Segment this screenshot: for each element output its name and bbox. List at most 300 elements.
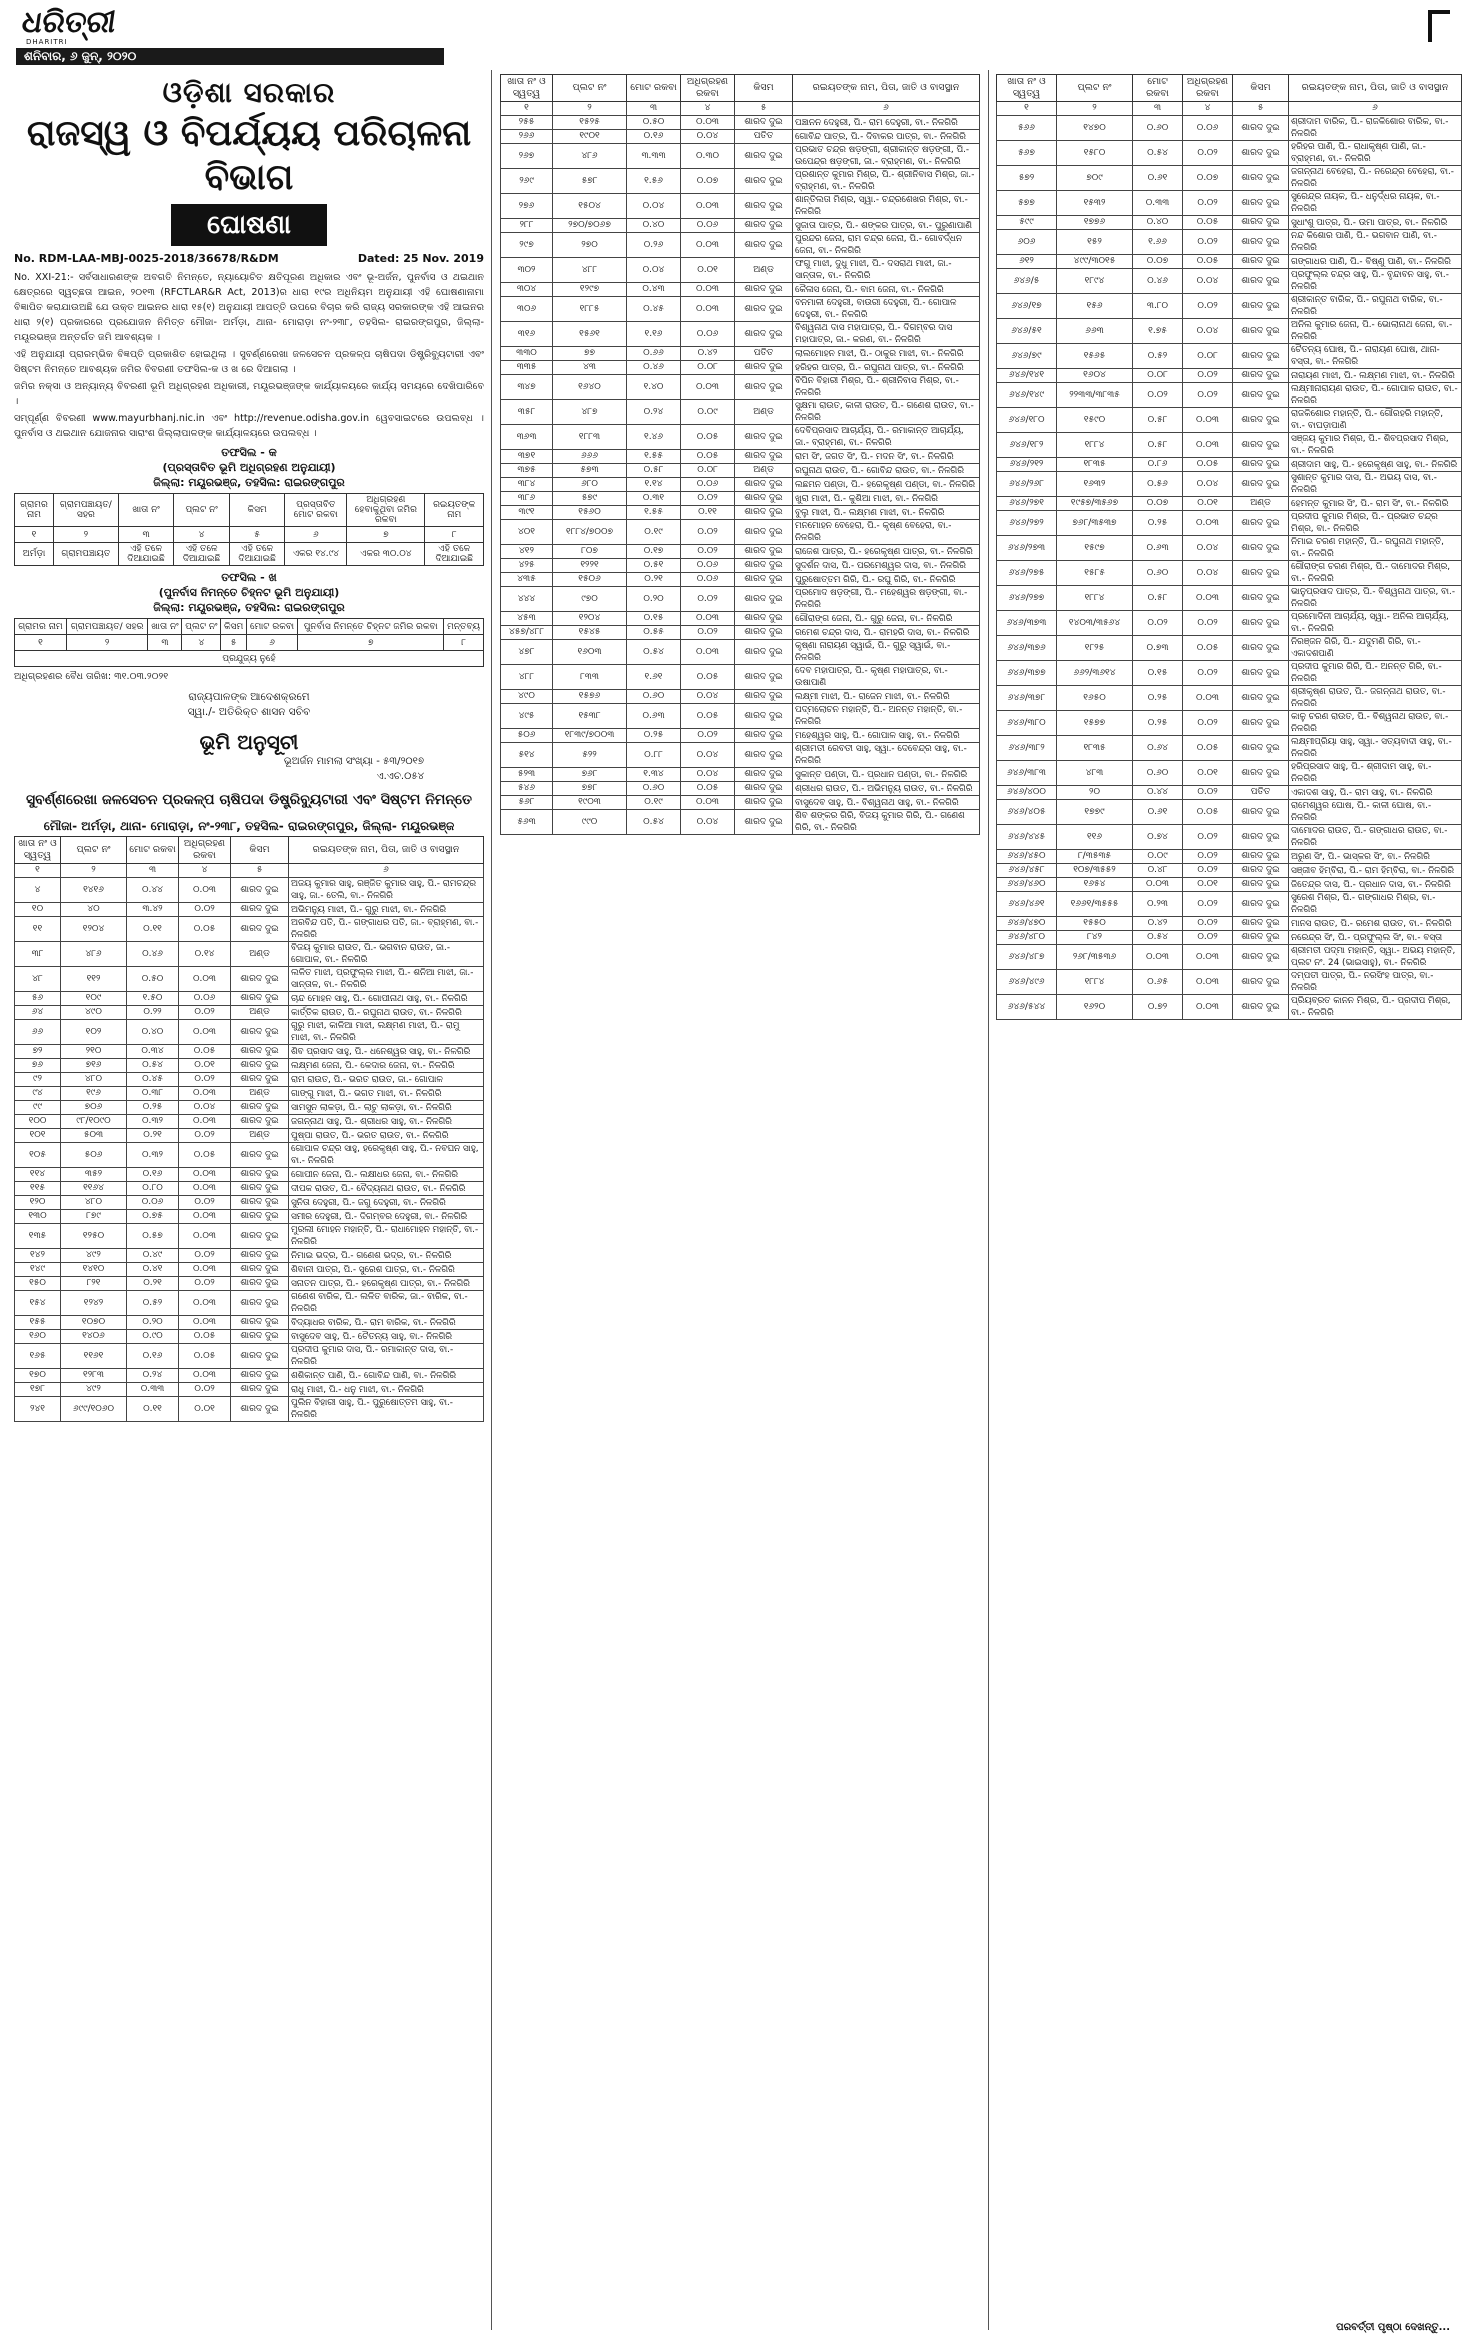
acquired-area-cell: ୦.୦୩: [179, 1182, 231, 1196]
acquired-area-cell: ୦.୦୨: [1183, 786, 1233, 800]
total-area-cell: ୦.୨୫: [1133, 511, 1183, 536]
column-header: ମୋଟ ରକବା: [1133, 75, 1183, 102]
table-cell: ୫: [221, 635, 246, 651]
plot-cell: ୧୫୩୨: [1057, 191, 1133, 216]
plot-cell: ୨୭୦/୭୦୬୭: [553, 219, 627, 233]
owner-cell: ଶାନ୍ତିଲତା ମିଶ୍ର, ସ୍ୱା.- ଚନ୍ଦ୍ରଶେଖର ମିଶ୍ର, ବା.- ନିଳଗିରି: [793, 194, 980, 219]
owner-cell: ଲାଲମୋହନ ମାଝୀ, ପି.- ଠାକୁର ମାଝୀ, ବା.- ନିଳଗିରି: [793, 347, 980, 361]
total-area-cell: ୦.୩୨: [127, 1115, 179, 1129]
total-area-cell: ୦.୪୩: [627, 283, 681, 297]
owner-cell: ଦାମୋଦର ରାଉତ, ପି.- ଗଙ୍ଗାଧର ରାଉତ, ବା.- ନିଳଗିରି: [1289, 825, 1462, 850]
kisam-cell: ଶାରଦ ଦୁଇ: [231, 1020, 289, 1045]
khata-cell: ୬୪୬/୪୫୮: [997, 864, 1057, 878]
table-cell: ୭: [298, 635, 444, 651]
acquired-area-cell: ୦.୦୫: [681, 665, 735, 690]
owner-cell: ଦମ୍ପତୀ ପାତ୍ର, ପି.- ନରସିଂହ ପାତ୍ର, ବା.- ନିଳଗିରି: [1289, 970, 1462, 995]
acquired-area-cell: ୦.୦୨: [1183, 661, 1233, 686]
khata-cell: ୬୪: [15, 1006, 61, 1020]
table-row: [15, 1277, 484, 1291]
total-area-cell: ୦.୫୭: [127, 1224, 179, 1249]
khata-cell: ୩୭୧: [501, 450, 553, 464]
owner-cell: ବିଦ୍ୟାଧର ବାରିକ, ପି.- ରାମ ବାରିକ, ବା.- ନିଳଗିରି: [289, 1316, 484, 1330]
khata-cell: ୬୪୬/୧୮୨: [997, 433, 1057, 458]
plot-cell: ୧୪୦୬: [61, 1330, 127, 1344]
kisam-cell: ଶାରଦ ଦୁଇ: [735, 297, 793, 322]
table-cell: ୧: [15, 527, 54, 543]
khata-cell: ୬୪୬/୩୭୩: [997, 611, 1057, 636]
plot-cell: ୧୪୦୩/୩୫୬୪: [1057, 611, 1133, 636]
plot-cell: ୧୯୫୭/୩୫୬୭: [1057, 497, 1133, 511]
signature-order: ରାଜ୍ୟପାଳଙ୍କ ଆଦେଶକ୍ରମେ: [188, 691, 310, 703]
table-row: [997, 255, 1462, 269]
column-number: ୫: [1233, 102, 1289, 116]
plot-cell: ୧୦୯: [61, 992, 127, 1006]
owner-cell: ଗଙ୍ଗାଧର ପାଣି, ପି.- ବିଷ୍ଣୁ ପାଣି, ବା.- ନିଳଗିରି: [1289, 255, 1462, 269]
masthead: [16, 6, 1458, 64]
table-row: [501, 768, 980, 782]
total-area-cell: ୦.୫୪: [1133, 931, 1183, 945]
table-row: [501, 743, 980, 768]
khata-cell: ୪୮: [15, 967, 61, 992]
total-area-cell: ୦.୪୦: [627, 219, 681, 233]
acquired-area-cell: ୦.୦୨: [1183, 711, 1233, 736]
acquired-area-cell: ୦.୦୭: [1183, 166, 1233, 191]
notice-paragraph: No. XXI-21:- ସର୍ବସାଧାରଣଙ୍କ ଅବଗତି ନିମନ୍ତେ, ନ୍ୟାୟୋଚିତ କ୍ଷତିପୂରଣ ଅଧିକାର ଏବଂ ଭୂ-ଅର୍ଜନ, ପୁନର୍ବାସ ଓ ଥଇଥାନ କ୍ଷେତ୍ରରେ ସ୍ୱଚ୍ଛତା ଆଇନ, ୨୦୧୩ (RFCTLAR&R Act, 2013)ର ଧାରା ୧୯ର ଅଧିନିୟମ ଅନୁଯାୟୀ ଏହି ଘୋଷଣାନାମା ବିଜ୍ଞାପିତ କରାଯାଉଅଛି ଯେ ଉକ୍ତ ଆଇନର ଧାରା ୧୫(୧) ଅନୁଯାୟୀ ଆପତ୍ତି ଉପରେ ବିଚାର କରି ରାଜ୍ୟ ସରକାରଙ୍କ ଏହି ଆଇନର ଧାରା ୨(୧) ପ୍ରକାରରେ ପ୍ରଯୋଜନ ନିମିତ୍ତ ମୌଜା- ଅର୍ମଡ଼ା, ଥାନା- ମୋରାଡ଼ା ନଂ-୨୩୮, ତହସିଲ- ରାଇରଙ୍ଗପୁର, ଜିଲ୍ଲା- ମୟୂରଭଞ୍ଜ ଅନ୍ତର୍ଗତ ଜମି ଆବଶ୍ୟକ ।: [14, 272, 484, 343]
table-row: [15, 1073, 484, 1087]
kisam-cell: ପତିତ: [735, 130, 793, 144]
khata-cell: ୬୪୬/୧୮୦: [997, 408, 1057, 433]
plot-cell: ୫୨୨: [553, 743, 627, 768]
khata-cell: ୧୬୦: [15, 1330, 61, 1344]
khata-cell: ୬୪୬/୪୬୦: [997, 878, 1057, 892]
plot-cell: ୪୮୬: [553, 144, 627, 169]
acquired-area-cell: ୦.୦୩: [681, 612, 735, 626]
plot-cell: ୪୮୩: [1057, 761, 1133, 786]
khata-cell: ୬୪୬/୨୭୩: [997, 536, 1057, 561]
plot-cell: ୪୮୦: [61, 1196, 127, 1210]
validity-line: ଅଧିଗ୍ରହଣର ବୈଧ ତାରିଖ: ୩୧.୦୩.୨୦୨୧: [14, 671, 169, 682]
khata-cell: ୨୯୭: [501, 233, 553, 258]
column-divider: [988, 70, 989, 2330]
khata-cell: ୧୨୦: [15, 1196, 61, 1210]
khata-cell: ୧୦୧: [15, 1129, 61, 1143]
table-header-row: [997, 75, 1462, 102]
plot-cell: ୧୨୦୪: [553, 612, 627, 626]
kisam-cell: ଶାରଦ ଦୁଇ: [1233, 864, 1289, 878]
column-number: ୨: [61, 864, 127, 878]
total-area-cell: ୩.୪୨: [127, 903, 179, 917]
acquired-area-cell: ୦.୦୫: [1183, 255, 1233, 269]
total-area-cell: ୦.୦୪: [627, 194, 681, 219]
table-row: [501, 810, 980, 835]
kisam-cell: ଶାରଦ ଦୁଇ: [735, 782, 793, 796]
total-area-cell: ୦.୧୬: [127, 1344, 179, 1369]
plot-cell: ୧୮୮୪/୭୦୦୭: [553, 520, 627, 545]
kisam-cell: ଶାରଦ ଦୁଇ: [1233, 931, 1289, 945]
khata-cell: ୩୭୫: [501, 464, 553, 478]
acquired-area-cell: ୦.୦୩: [179, 1210, 231, 1224]
total-area-cell: ୦.୮୦: [127, 1182, 179, 1196]
khata-cell: ୬୪୬/୧୪୯: [997, 383, 1057, 408]
plot-cell: ୧୮୩୫: [1057, 458, 1133, 472]
acquired-area-cell: ୦.୦୫: [681, 704, 735, 729]
total-area-cell: ୦.୦୩: [1133, 878, 1183, 892]
plot-cell: ୧୫୮୫: [1057, 561, 1133, 586]
total-area-cell: ୦.୩୧: [627, 492, 681, 506]
table-row: [15, 1129, 484, 1143]
kisam-cell: ଶାରଦ ଦୁଇ: [1233, 458, 1289, 472]
schedule-k-title: ତଫସିଲ - କ: [221, 446, 277, 459]
total-area-cell: ୦.୨୨: [127, 1006, 179, 1020]
table-row: [501, 169, 980, 194]
khata-cell: ୧୦: [15, 903, 61, 917]
table-row: [997, 141, 1462, 166]
kisam-cell: ଶାରଦ ଦୁଇ: [231, 992, 289, 1006]
owner-cell: ହରିହର ପାଣି, ପି.- ରାଧାକୃଷ୍ଣ ପାଣି, ଜା.- ବ୍ରାହ୍ମଣ, ବା.- ନିଳଗିରି: [1289, 141, 1462, 166]
plot-cell: ୧୨୨୧: [553, 559, 627, 573]
acquired-area-cell: ୦.୦୫: [1183, 736, 1233, 761]
kisam-cell: ଶାରଦ ଦୁଇ: [735, 573, 793, 587]
total-area-cell: ୧.୪୬: [627, 425, 681, 450]
table-row: [15, 1059, 484, 1073]
table-row: [997, 995, 1462, 1020]
total-area-cell: ୧.୫୦: [127, 992, 179, 1006]
khata-cell: ୧୫୦: [15, 1277, 61, 1291]
owner-cell: ନନ୍ଦ କିଶୋର ପାଣି, ପି.- ଭଗବାନ ପାଣି, ବା.- ନିଳଗିରି: [1289, 230, 1462, 255]
owner-cell: କାର୍ତ୍ତିକ ରାଉତ, ପି.- ରଘୁନାଥ ରାଉତ, ବା.- ନିଳଗିରି: [289, 1006, 484, 1020]
acquired-area-cell: ୦.୦୪: [179, 1101, 231, 1115]
acquired-area-cell: ୦.୦୬: [681, 219, 735, 233]
plot-cell: ୧୫୦୪: [553, 194, 627, 219]
column-number: ୫: [231, 864, 289, 878]
table-cell: ୩: [148, 635, 182, 651]
total-area-cell: ୦.୪୫: [127, 1073, 179, 1087]
table-header-row: [501, 75, 980, 102]
kisam-cell: ଶାରଦ ଦୁଇ: [231, 1045, 289, 1059]
table-cell: ଏକର ୩୦.୦୪: [347, 543, 425, 566]
plot-cell: ୧୫୭୭: [1057, 711, 1133, 736]
owner-cell: ବାସୁଦେବ ସାହୁ, ପି.- ଚୈତନ୍ୟ ସାହୁ, ବା.- ନିଳଗିରି: [289, 1330, 484, 1344]
owner-cell: ପୁଷ୍ପା ରାଉତ, ପି.- ଭରତ ରାଉତ, ବା.- ନିଳଗିରି: [289, 1129, 484, 1143]
kisam-cell: ଶାରଦ ଦୁଇ: [231, 1383, 289, 1397]
table-cell: ଅର୍ମଡ଼ା: [15, 543, 54, 566]
acquired-area-cell: ୦.୦୩: [681, 116, 735, 130]
plot-cell: ୪୮୦: [61, 1073, 127, 1087]
kisam-cell: ଶାରଦ ଦୁଇ: [1233, 433, 1289, 458]
khata-cell: ୯୪: [15, 1087, 61, 1101]
owner-cell: ଲଳିତ ମାଝୀ, ପ୍ରଫୁଲ୍ଲ ମାଝୀ, ପି.- ଶନିଆ ମାଝୀ, ଜା.- ସାନ୍ତାଳ, ବା.- ନିଳଗିରି: [289, 967, 484, 992]
kisam-cell: ଶାରଦ ଦୁଇ: [1233, 344, 1289, 369]
acquired-area-cell: ୦.୦୨: [1183, 383, 1233, 408]
plot-cell: ୮୩୩: [553, 665, 627, 690]
acquired-area-cell: ୦.୦୭: [681, 169, 735, 194]
kisam-cell: ଶାରଦ ଦୁଇ: [735, 283, 793, 297]
total-area-cell: ୦.୫୮: [1133, 408, 1183, 433]
table-row: [997, 878, 1462, 892]
kisam-cell: ଶାରଦ ଦୁଇ: [1233, 586, 1289, 611]
table-row: [501, 425, 980, 450]
table-row: [501, 297, 980, 322]
acquired-area-cell: ୦.୦୩: [681, 233, 735, 258]
kisam-cell: ଶାରଦ ଦୁଇ: [231, 1369, 289, 1383]
owner-cell: ଚାନ୍ଦ ମୋହନ ସାହୁ, ପି.- ଗୋପୀନାଥ ସାହୁ, ବା.- ନିଳଗିରି: [289, 992, 484, 1006]
total-area-cell: ୦.୧୯: [627, 796, 681, 810]
kisam-cell: ଶାରଦ ଦୁଇ: [1233, 383, 1289, 408]
plot-cell: ୧୫୯୭: [1057, 536, 1133, 561]
plot-cell: ୯୯୦: [553, 810, 627, 835]
acquired-area-cell: ୦.୦୧: [1183, 497, 1233, 511]
plot-cell: ୫୭୯: [553, 492, 627, 506]
acquired-area-cell: ୦.୦୩: [1183, 511, 1233, 536]
table-header-row: [15, 619, 484, 635]
total-area-cell: ୦.୬୦: [1133, 116, 1183, 141]
kisam-cell: ଶାରଦ ଦୁଇ: [231, 1344, 289, 1369]
table-row: [15, 1020, 484, 1045]
kisam-cell: ଶାରଦ ଦୁଇ: [1233, 800, 1289, 825]
table-row: [997, 931, 1462, 945]
owner-cell: ଦେବ ମହାପାତ୍ର, ପି.- କୃଷ୍ଣ ମହାପାତ୍ର, ବା.- ଉଷାପାଣି: [793, 665, 980, 690]
owner-cell: ଏକାଦଶ ସାହୁ, ପି.- ରାମ ସାହୁ, ବା.- ନିଳଗିରି: [1289, 786, 1462, 800]
table-row: [15, 1344, 484, 1369]
acquired-area-cell: ୦.୦୩: [179, 1291, 231, 1316]
acquired-area-cell: ୦.୦୩: [179, 1224, 231, 1249]
reference-line: [14, 252, 484, 268]
acquired-area-cell: ୦.୦୫: [681, 782, 735, 796]
kisam-cell: ଶାରଦ ଦୁଇ: [231, 1115, 289, 1129]
kisam-cell: ଶାରଦ ଦୁଇ: [735, 796, 793, 810]
kisam-cell: ଶାରଦ ଦୁଇ: [1233, 561, 1289, 586]
khata-cell: ୧୧୪: [15, 1168, 61, 1182]
table-row: [15, 1263, 484, 1277]
khata-cell: ୬୪୬/୨୭୨: [997, 511, 1057, 536]
total-area-cell: ୦.୫୨: [1133, 344, 1183, 369]
khata-cell: ୧୭୮: [15, 1383, 61, 1397]
khata-cell: ୧୫୪: [15, 1291, 61, 1316]
total-area-cell: ୦.୨୬: [627, 233, 681, 258]
acquired-area-cell: ୦.୩୦: [681, 144, 735, 169]
acquired-area-cell: ୦.୦୩: [1183, 970, 1233, 995]
table-row: [15, 992, 484, 1006]
kisam-cell: ଶାରଦ ଦୁଇ: [735, 729, 793, 743]
plot-cell: ୧୨୫୦: [61, 1224, 127, 1249]
khata-cell: ୬୪୬/୭୯: [997, 344, 1057, 369]
table-row: [15, 1115, 484, 1129]
table-row: [997, 800, 1462, 825]
table-row: [501, 665, 980, 690]
khata-cell: ୬୪୬/୪୮୭: [997, 945, 1057, 970]
column-header: ଅଧିଗ୍ରହଣ ରକବା: [179, 837, 231, 864]
column-header: ରଇୟତଙ୍କ ନାମ, ପିତା, ଜାତି ଓ ବାସସ୍ଥାନ: [1289, 75, 1462, 102]
reference-date: Dated: 25 Nov. 2019: [357, 252, 484, 265]
total-area-cell: ୦.୧୭: [627, 545, 681, 559]
total-area-cell: ୦.୪୦: [127, 1020, 179, 1045]
acquired-area-cell: ୦.୦୩: [179, 1369, 231, 1383]
total-area-cell: ୦.୨୪: [127, 1369, 179, 1383]
kisam-cell: ଶାରଦ ଦୁଇ: [231, 917, 289, 942]
khata-cell: ୨୪୧: [15, 1397, 61, 1422]
table-cell: ଗ୍ରାମପଞ୍ଚାୟତ: [53, 543, 118, 566]
total-area-cell: ୦.୧୧: [127, 1397, 179, 1422]
column-3: [996, 74, 1462, 2324]
acquired-area-cell: ୦.୦୫: [1183, 636, 1233, 661]
khata-cell: ୪୫୩: [501, 612, 553, 626]
table-cell: ୮: [425, 527, 484, 543]
total-area-cell: ୦.୧୧: [127, 917, 179, 942]
owner-cell: ଗୋପୀନ ଜେନା, ପି.- ଲକ୍ଷୀଧର ଜେନା, ବା.- ନିଳଗିରି: [289, 1168, 484, 1182]
acquired-area-cell: ୦.୦୩: [1183, 686, 1233, 711]
owner-cell: ଲକ୍ଷ୍ମୀ ମାଝୀ, ପି.- ରାଜେନ ମାଝୀ, ବା.- ନିଳଗିରି: [793, 690, 980, 704]
khata-cell: ୬୪୬/୪୪୫: [997, 825, 1057, 850]
table-row: [501, 492, 980, 506]
plot-cell: ୧୮୮୪: [1057, 586, 1133, 611]
table-row: [501, 450, 980, 464]
total-area-cell: ୦.୨୧: [127, 1277, 179, 1291]
total-area-cell: ୦.୯୦: [127, 1330, 179, 1344]
land-table: [14, 836, 484, 1422]
owner-cell: ଶ୍ରୀଦାମ ବାରିକ, ପି.- ରାଜକିଶୋର ବାରିକ, ବା.- ନିଳଗିରି: [1289, 116, 1462, 141]
schedule-k-location: ଜିଲ୍ଲା: ମୟୂରଭଞ୍ଜ, ତହସିଲ: ରାଇରଙ୍ଗପୁର: [153, 476, 345, 489]
plot-cell: ୧୦୭୦: [61, 1316, 127, 1330]
khata-cell: ୨୮୮: [501, 219, 553, 233]
column-number-row: [997, 102, 1462, 116]
plot-cell: ୧୬୫୪: [1057, 878, 1133, 892]
khata-cell: ୭୬: [15, 1059, 61, 1073]
khata-cell: ୩୯୧: [501, 506, 553, 520]
table-cell: ୭: [347, 527, 425, 543]
kisam-cell: ଶାରଦ ଦୁଇ: [231, 1059, 289, 1073]
khata-cell: ୬୪୬/୩୮୦: [997, 711, 1057, 736]
kisam-cell: ପତିତ: [1233, 786, 1289, 800]
kisam-cell: ଶାରଦ ଦୁଇ: [1233, 166, 1289, 191]
khata-cell: ୬୪୬/୪୦୦: [997, 786, 1057, 800]
owner-cell: ପୁଲିନ ବିହାରୀ ସାହୁ, ପି.- ପୁରୁଷୋତ୍ତମ ସାହୁ, ବା.- ନିଳଗିରି: [289, 1397, 484, 1422]
khata-cell: ୬୪୬/୩୭୮: [997, 686, 1057, 711]
khata-cell: ୬୪୬/୩୮୩: [997, 761, 1057, 786]
khata-cell: ୬୪୬/୨୧୨: [997, 458, 1057, 472]
table-row: [501, 258, 980, 283]
owner-cell: ସୁକାନ୍ତ ପଣ୍ଡା, ପି.- ପ୍ରଧାନ ପଣ୍ଡା, ବା.- ନିଳଗିରି: [793, 768, 980, 782]
acquired-area-cell: ୦.୦୩: [1183, 995, 1233, 1020]
case-number: ଭୂଅର୍ଜନ ମାମଲା ସଂଖ୍ୟା - ୫୩/୨୦୧୭: [283, 756, 424, 767]
table-row: [997, 472, 1462, 497]
kisam-cell: ଶାରଦ ଦୁଇ: [735, 559, 793, 573]
table-row: [501, 573, 980, 587]
owner-cell: ଦୀପକ ରାଉତ, ପି.- ବୈଦ୍ୟନାଥ ରାଉତ, ବା.- ନିଳଗିରି: [289, 1182, 484, 1196]
owner-cell: ଫଗୁ ମାଝୀ, ଦୁଧୁ ମାଝୀ, ପି.- ଦସରାଥ ମାଝୀ, ଜା.- ସାନ୍ତାଳ, ବା.- ନିଳଗିରି: [793, 258, 980, 283]
khata-cell: ୬୪୬/୨୭୧: [997, 497, 1057, 511]
table-cell: ୬: [246, 635, 297, 651]
total-area-cell: ୦.୭୩: [1133, 636, 1183, 661]
table-header-row: [15, 837, 484, 864]
table-number-row: [15, 635, 484, 651]
column-number: ୪: [1183, 102, 1233, 116]
column-header: ଅଧିଗ୍ରହଣ ରକବା: [1183, 75, 1233, 102]
owner-cell: ସଞ୍ଜୀବ ହିମ୍ବିରା, ପି.- ରାମ ହିମ୍ବିରା, ବା.- ନିଳଗିରି: [1289, 864, 1462, 878]
owner-cell: ଶ୍ରୀମତୀ ରେବତୀ ସାହୁ, ସ୍ୱା.- ଦେବେନ୍ଦ୍ର ସାହୁ, ବା.- ନିଳଗିରି: [793, 743, 980, 768]
kisam-cell: ଅଣ୍ଡ: [1233, 497, 1289, 511]
table-cell: ଏକର ୧୪.୯୪: [285, 543, 347, 566]
owner-cell: ପ୍ରଭାତ ଚନ୍ଦ୍ର ଷଡ଼ଙ୍ଗୀ, ଶ୍ରୀକାନ୍ତ ଷଡ଼ଙ୍ଗୀ, ପି.- ଉପେନ୍ଦ୍ର ଷଡ଼ଙ୍ଗୀ, ଜା.- ବ୍ରାହ୍ମଣ, ବା.- ନିଳଗିରି: [793, 144, 980, 169]
kisam-cell: ଶାରଦ ଦୁଇ: [735, 492, 793, 506]
plot-cell: ୧୬୪୦: [553, 375, 627, 400]
kisam-cell: ଶାରଦ ଦୁଇ: [1233, 269, 1289, 294]
acquired-area-cell: ୦.୦୪: [1183, 561, 1233, 586]
table-row: [997, 344, 1462, 369]
table-header-cell: ଗ୍ରାମପଞ୍ଚାୟତ/ ସହର: [53, 494, 118, 527]
table-row: [997, 686, 1462, 711]
schedule-kh-title: ତଫସିଲ - ଖ: [221, 571, 277, 584]
plot-cell: ୧୧୨: [61, 967, 127, 992]
khata-cell: ୬୪୬/୩୭୬: [997, 636, 1057, 661]
plot-cell: ୪୯୯/୩୦୧୫: [1057, 255, 1133, 269]
total-area-cell: ୧.୩୪: [627, 768, 681, 782]
kisam-cell: ଶାରଦ ଦୁଇ: [1233, 661, 1289, 686]
table-row: [997, 970, 1462, 995]
land-schedule-title: ଭୂମି ଅନୁସୂଚୀ: [199, 730, 299, 754]
kisam-cell: ଶାରଦ ଦୁଇ: [1233, 878, 1289, 892]
owner-cell: ସୁରେନ୍ଦ୍ର ନାୟକ, ପି.- ଧନୁର୍ଦ୍ଧର ନାୟକ, ବା.- ନିଳଗିରି: [1289, 191, 1462, 216]
kisam-cell: ଶାରଦ ଦୁଇ: [1233, 216, 1289, 230]
total-area-cell: ୧.୫୬: [627, 169, 681, 194]
total-area-cell: ୧.୭୫: [1133, 319, 1183, 344]
total-area-cell: ୦.୫୧: [627, 559, 681, 573]
owner-cell: ଶଶିକାନ୍ତ ପାଣି, ପି.- ଗୋବିନ୍ଦ ପାଣି, ବା.- ନିଳଗିରି: [289, 1369, 484, 1383]
kisam-cell: ଶାରଦ ଦୁଇ: [1233, 255, 1289, 269]
owner-cell: ବନମାଳୀ ଦେହୁରୀ, ବାଉରୀ ଦେହୁରୀ, ପି.- ଗୋପାଳ ଦେହୁରୀ, ବା.- ନିଳଗିରି: [793, 297, 980, 322]
acquired-area-cell: ୦.୦୨: [681, 626, 735, 640]
column-number: ୬: [793, 102, 980, 116]
khata-cell: ୫୬୭: [997, 141, 1057, 166]
acquired-area-cell: ୦.୦୪: [681, 810, 735, 835]
plot-cell: ୧୫୬୧: [553, 322, 627, 347]
plot-cell: ୭୬୮: [553, 768, 627, 782]
table-header-cell: ମନ୍ତବ୍ୟ: [444, 619, 484, 635]
acquired-area-cell: ୦.୧୧: [681, 506, 735, 520]
owner-cell: ଶିବାନୀ ପାତ୍ର, ପି.- ସୁରେଶ ପାତ୍ର, ବା.- ନିଳଗିରି: [289, 1263, 484, 1277]
plot-cell: ୮୨୧: [61, 1277, 127, 1291]
kisam-cell: ଶାରଦ ଦୁଇ: [1233, 230, 1289, 255]
acquired-area-cell: ୦.୦୫: [1183, 458, 1233, 472]
plot-cell: ୫୦୬: [61, 1143, 127, 1168]
kisam-cell: ଶାରଦ ଦୁଇ: [231, 1397, 289, 1422]
owner-cell: କୈଳାସ ଜେନା, ପି.- ବାମ ଜେନା, ବା.- ନିଳଗିରି: [793, 283, 980, 297]
kisam-cell: ଶାରଦ ଦୁଇ: [735, 219, 793, 233]
kisam-cell: ଶାରଦ ଦୁଇ: [735, 626, 793, 640]
kisam-cell: ଶାରଦ ଦୁଇ: [735, 612, 793, 626]
kisam-cell: ଶାରଦ ଦୁଇ: [231, 1277, 289, 1291]
table-cell: ଏହି ତଳେ ଦିଆଯାଇଛି: [118, 543, 174, 566]
acquired-area-cell: ୦.୦୫: [179, 1045, 231, 1059]
owner-cell: ସୁକ୍ଷମା ରାଉତ, କାଳୀ ରାଉତ, ପି.- ଗଣେଶ ରାଉତ, ବା.- ନିଳଗିରି: [793, 400, 980, 425]
total-area-cell: ୩.୮୦: [1133, 294, 1183, 319]
table-row: [997, 736, 1462, 761]
total-area-cell: ୦.୨୩: [1133, 892, 1183, 917]
column-number: ୩: [127, 864, 179, 878]
kisam-cell: ଶାରଦ ଦୁଇ: [231, 1224, 289, 1249]
owner-cell: ମହେଶ୍ୱର ସାହୁ, ପି.- ଗୋପାଳ ସାହୁ, ବା.- ନିଳଗିରି: [793, 729, 980, 743]
khata-cell: ୫୧୪: [501, 743, 553, 768]
table-header-cell: ଗ୍ରାମପଞ୍ଚାୟତ/ ସହର: [66, 619, 148, 635]
acquired-area-cell: ୦.୦୫: [1183, 216, 1233, 230]
kisam-cell: ଶାରଦ ଦୁଇ: [231, 967, 289, 992]
khata-cell: ୨୫୫: [501, 116, 553, 130]
plot-cell: ୧୮୮୪: [1057, 433, 1133, 458]
acquired-area-cell: ୦.୦୬: [179, 992, 231, 1006]
acquired-area-cell: ୦.୦୨: [1183, 611, 1233, 636]
owner-cell: ଶ୍ରୀକୃଷ୍ଣ ରାଉତ, ପି.- ଜଗନ୍ନାଥ ରାଉତ, ବା.- ନିଳଗିରି: [1289, 686, 1462, 711]
acquired-area-cell: ୦.୦୨: [1183, 141, 1233, 166]
notice-paragraph: ସମ୍ପୂର୍ଣ୍ଣ ବିବରଣୀ www.mayurbhanj.nic.in ଏବଂ http://revenue.odisha.gov.in ୱେବସାଇଟରେ ଉପଲବ୍ଧ । ପୁନର୍ବାସ ଓ ଥଇଥାନ ଯୋଜନାର ସାରାଂଶ ଜିଲ୍ଲାପାଳଙ୍କ କାର୍ଯ୍ୟାଳୟରେ ଉପଲବ୍ଧ ।: [14, 413, 484, 439]
